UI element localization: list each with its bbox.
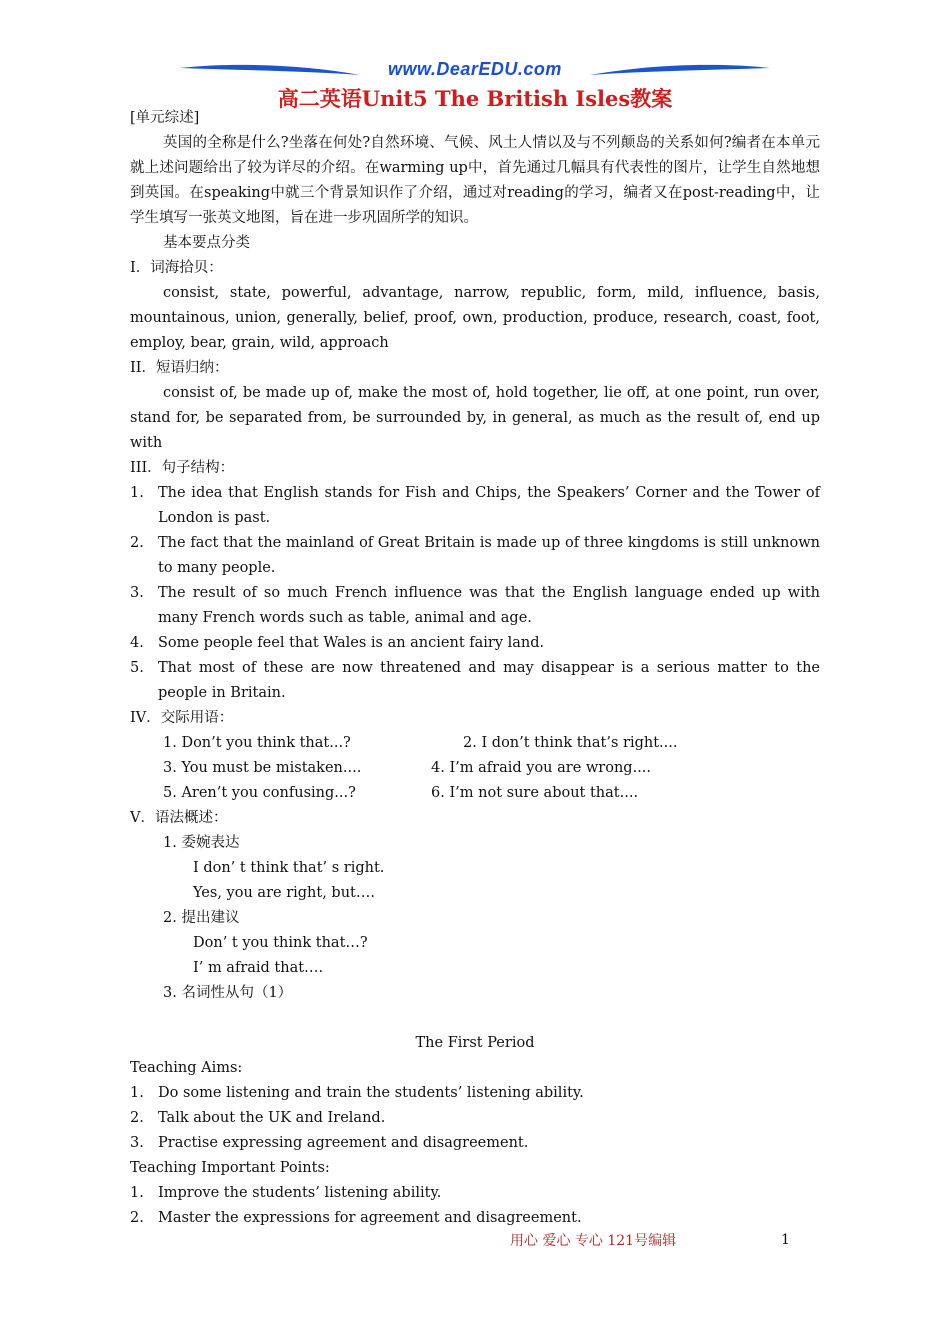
aim-text: Talk about the UK and Ireland. [158,1110,386,1126]
aim-number: 2. [130,1110,144,1126]
aim-item [130,1081,820,1106]
vocab-heading: I．词海拾贝： [130,260,223,276]
sentences-heading: III．句子结构： [130,460,235,476]
sentence-text: That most of these are now threatened and may disappear is a serious matter to the people in Britain. [158,660,820,701]
document-body [130,106,820,1231]
important-points-heading: Teaching Important Points: [130,1160,330,1176]
grammar-example: Yes, you are right, but…. [193,885,375,901]
aim-number: 1. [130,1085,144,1101]
grammar-item-label: 1. 委婉表达 [163,835,240,851]
point-item [130,1181,820,1206]
aim-number: 3. [130,1135,144,1151]
communication-heading: IV．交际用语： [130,710,234,726]
sentence-item [130,581,820,631]
grammar-item-label: 2. 提出建议 [163,910,240,926]
communication-row [130,756,820,781]
communication-expression: 5. Aren’t you confusing...? [163,785,356,801]
grammar-example: Don’ t you think that…? [193,935,368,951]
grammar-item-label: 3. 名词性从句（1） [163,985,293,1001]
section-spacer [130,1006,820,1031]
vocab-list: consist, state, powerful, advantage, narrow, republic, form, mild, influence, basis, mountainous, union, generally, belief, proof, own, production, produce, research, coast, foot, employ, bear, grain, wild, approach [130,285,820,351]
sentence-number: 4. [130,635,144,651]
aim-item [130,1106,820,1131]
sentence-item [130,481,820,531]
sentence-number: 5. [130,660,144,676]
communication-expression: 1. Don’t you think that...? [163,735,351,751]
phrases-heading: II．短语归纳： [130,360,229,376]
sentence-item [130,531,820,581]
sentence-item [130,631,820,656]
sentence-number: 2. [130,535,144,551]
communication-expression: 6. I’m not sure about that.... [431,785,639,801]
point-number: 2. [130,1210,144,1226]
communication-row [130,731,820,756]
aim-text: Do some listening and train the students’ listening ability. [158,1085,584,1101]
site-logo-text[interactable]: www.DearEDU.com [388,59,562,79]
point-text: Improve the students’ listening ability. [158,1185,442,1201]
point-number: 1. [130,1185,144,1201]
communication-row [130,781,820,806]
sentence-text: The fact that the mainland of Great Britain is made up of three kingdoms is still unknown to many people. [158,535,820,576]
footer-credit: 用心 爱心 专心 121号编辑 [510,1233,677,1249]
communication-expression: 3. You must be mistaken.... [163,760,362,776]
grammar-example: I’ m afraid that…. [193,960,324,976]
point-text: Master the expressions for agreement and disagreement. [158,1210,582,1226]
intro-subheading: 基本要点分类 [163,235,250,251]
aim-text: Practise expressing agreement and disagreement. [158,1135,529,1151]
sentence-text: The idea that English stands for Fish and Chips, the Speakers’ Corner and the Tower of London is past. [158,485,820,526]
grammar-example: I don’ t think that’ s right. [193,860,385,876]
intro-paragraph: 英国的全称是什么?坐落在何处?自然环境、气候、风土人情以及与不列颠岛的关系如何?编者在本单元就上述问题给出了较为详尽的介绍。在warming up中，首先通过几幅具有代表性的图片，让学生自然地想到英国。在speaking中就三个背景知识作了介绍，通过对reading的学习，编者又在post-reading中，让学生填写一张英文地图，旨在进一步巩固所学的知识。 [130,135,820,226]
sentence-item [130,656,820,706]
aims-heading: Teaching Aims: [130,1060,243,1076]
communication-expression: 4. I’m afraid you are wrong.... [431,760,652,776]
grammar-heading: V．语法概述： [130,810,228,826]
document-title: 高二英语Unit5 The British Isles教案 [277,86,673,111]
communication-expression: 2. I don’t think that’s right.... [463,735,678,751]
page-number: 1 [781,1232,790,1248]
phrases-list: consist of, be made up of, make the most of, hold together, lie off, at one point, run over, stand for, be separated from, be surrounded by, in general, as much as the result of, end up with [130,385,820,451]
sentence-number: 3. [130,585,144,601]
aim-item [130,1131,820,1156]
intro-heading: [单元综述] [130,110,200,126]
point-item [130,1206,820,1231]
sentence-text: Some people feel that Wales is an ancient fairy land. [158,635,545,651]
period-title: The First Period [415,1035,535,1051]
sentence-number: 1. [130,485,144,501]
sentence-text: The result of so much French influence was that the English language ended up with many French words such as table, animal and age. [158,585,820,626]
